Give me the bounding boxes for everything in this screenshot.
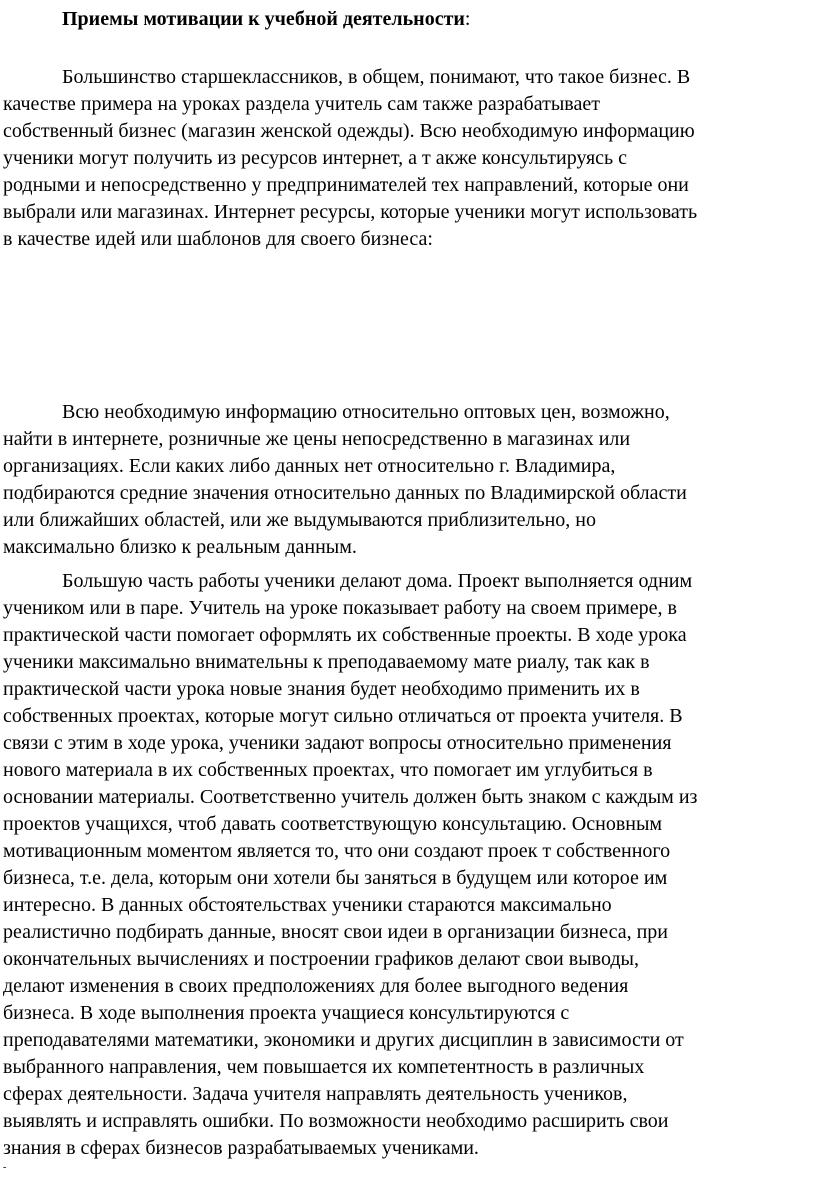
paragraph-3-line: выявлять и исправлять ошибки. По возможности необходимо расширить свои bbox=[3, 1110, 669, 1132]
paragraph-3-line: ученики максимально внимательны к преподаваемому мате риалу, так как в bbox=[3, 651, 650, 673]
paragraph-3-line: связи с этим в ходе урока, ученики задают вопросы относительно применения bbox=[3, 732, 672, 754]
paragraph-3-line: проектов учащихся, чтоб давать соответствующую консультацию. Основным bbox=[3, 813, 663, 835]
paragraph-2-line: найти в интернете, розничные же цены непосредственно в магазинах или bbox=[3, 428, 631, 450]
paragraph-3-line: основании материалы. Соответственно учитель должен быть знаком с каждым из bbox=[3, 786, 698, 808]
paragraph-3-line: знания в сферах бизнесов разрабатываемых учениками. bbox=[3, 1137, 479, 1159]
paragraph-3-line: преподавателями математики, экономики и других дисциплин в зависимости от bbox=[3, 1029, 684, 1051]
paragraph-1-line: собственный бизнес (магазин женской одежды). Всю необходимую информацию bbox=[3, 120, 695, 142]
paragraph-3-line: интересно. В данных обстоятельствах ученики стараются максимально bbox=[3, 894, 612, 916]
paragraph-3-line: практической части помогает оформлять их собственные проекты. В ходе урока bbox=[3, 624, 687, 646]
paragraph-2-line: организациях. Если каких либо данных нет относительно г. Владимира, bbox=[3, 455, 616, 477]
heading-title: Приемы мотивации к учебной деятельности bbox=[62, 8, 465, 30]
paragraph-3-line: Большую часть работы ученики делают дома. Проект выполняется одним bbox=[62, 570, 693, 592]
paragraph-3-line: бизнеса. В ходе выполнения проекта учащиеся консультируются с bbox=[3, 1002, 570, 1024]
paragraph-3-line: сферах деятельности. Задача учителя направлять деятельность учеников, bbox=[3, 1083, 628, 1105]
paragraph-3-line: выбранного направления, чем повышается их компетентность в различных bbox=[3, 1056, 645, 1078]
paragraph-2-line: Всю необходимую информацию относительно оптовых цен, возможно, bbox=[62, 401, 670, 423]
paragraph-3-line: мотивационным моментом является то, что они создают проек т собственного bbox=[3, 840, 671, 862]
paragraph-1-line: ученики могут получить из ресурсов интернет, а т акже консультируясь с bbox=[3, 147, 628, 169]
paragraph-3-line: делают изменения в своих предположениях для более выгодного ведения bbox=[3, 975, 629, 997]
paragraph-3-line: практической части урока новые знания будет необходимо применить их в bbox=[3, 678, 640, 700]
paragraph-3-line: нового материала в их собственных проектах, что помогает им углубиться в bbox=[3, 759, 653, 781]
paragraph-1-line: выбрали или магазинах. Интернет ресурсы, которые ученики могут использовать bbox=[3, 201, 698, 223]
paragraph-2-line: или ближайших областей, или же выдумываются приблизительно, но bbox=[3, 509, 596, 531]
paragraph-1-line: Большинство старшеклассников, в общем, понимают, что такое бизнес. В bbox=[62, 66, 691, 88]
paragraph-3-line: собственных проектах, которые могут сильно отличаться от проекта учителя. В bbox=[3, 705, 683, 727]
paragraph-3-line: реалистично подбирать данные, вносят свои идеи в организации бизнеса, при bbox=[3, 921, 668, 943]
paragraph-1-line: качестве примера на уроках раздела учитель сам также разрабатывает bbox=[3, 93, 600, 115]
footer-mark: - bbox=[3, 1162, 7, 1173]
paragraph-2-line: максимально близко к реальным данным. bbox=[3, 536, 357, 558]
paragraph-3-line: учеником или в паре. Учитель на уроке показывает работу на своем примере, в bbox=[3, 597, 677, 619]
paragraph-3-line: бизнеса, т.е. дела, которым они хотели бы заняться в будущем или которое им bbox=[3, 867, 668, 889]
heading-colon: : bbox=[464, 8, 471, 30]
paragraph-2-line: подбираются средние значения относительно данных по Владимирской области bbox=[3, 482, 687, 504]
paragraph-3-line: окончательных вычислениях и построении графиков делают свои выводы, bbox=[3, 948, 639, 970]
document-heading bbox=[62, 6, 470, 32]
paragraph-1-line: в качестве идей или шаблонов для своего бизнеса: bbox=[3, 228, 433, 250]
paragraph-1-line: родными и непосредственно у предпринимателей тех направлений, которые они bbox=[3, 174, 689, 196]
